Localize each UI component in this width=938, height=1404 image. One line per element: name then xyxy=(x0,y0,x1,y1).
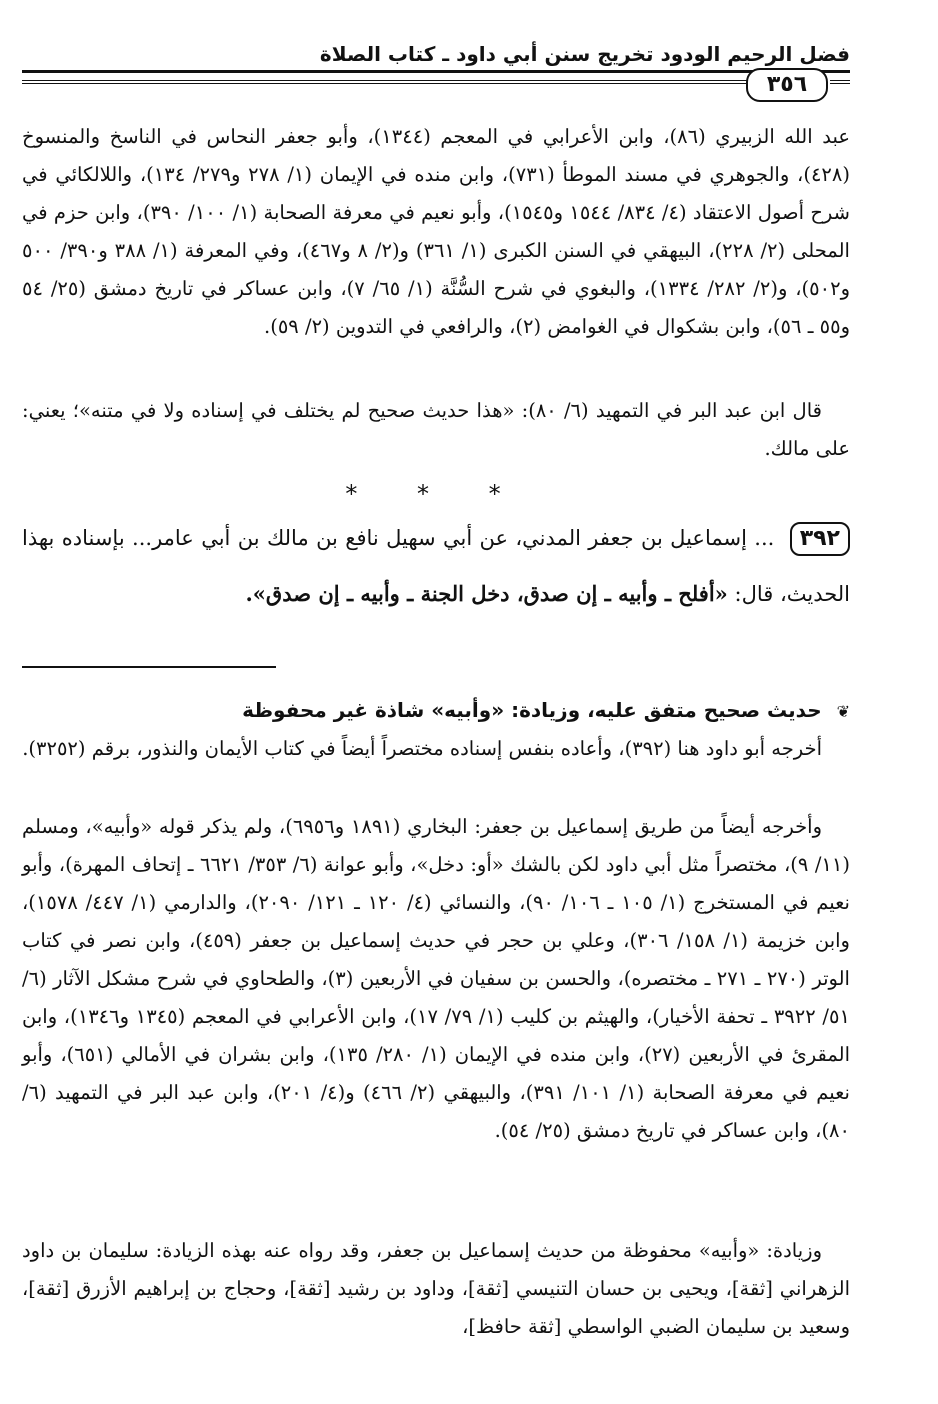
footnote-separator xyxy=(22,666,276,668)
hadith-grading xyxy=(22,694,850,728)
hadith-isnad: ... إسماعيل بن جعفر المدني، عن أبي سهيل نافع بن مالك بن أبي عامر... بإسناده بهذا الحديث، قال: xyxy=(22,526,850,606)
book-page xyxy=(22,0,850,1404)
sources-paragraph: عبد الله الزبيري (٨٦)، وابن الأعرابي في المعجم (١٣٤٤)، وأبو جعفر النحاس في الناسخ والمنسوخ (٤٢٨)، والجوهري في مسند الموطأ (٧٣١)، وابن منده في الإيمان (١/ ٢٧٨ و٢٧٩/ ١٣٤)، واللالكائي في شرح أصول الاعتقاد (٤/ ٨٣٤/ ١٥٤٤ و١٥٤٥)، وأبو نعيم في معرفة الصحابة (١/ ١٠٠/ ٣٩٠)، وابن حزم في المحلى (٢/ ٢٢٨)، البيهقي في السنن الكبرى (١/ ٣٦١) و(٢/ ٨ و٤٦٧)، وفي المعرفة (١/ ٣٨٨ و٣٩٠/ ٥٠٠ و٥٠٢)، و(٢/ ٢٨٢/ ١٣٣٤)، والبغوي في شرح السُّنَّة (١/ ٦٥/ ٧)، وابن عساكر في تاريخ دمشق (٢٥/ ٥٤ و٥٥ ـ ٥٦)، وابن بشكوال في الغوامض (٢)، والرافعي في التدوين (٢/ ٥٩). xyxy=(22,125,851,338)
takhrij-paragraph-2: وأخرجه أيضاً من طريق إسماعيل بن جعفر: البخاري (١٨٩١ و٦٩٥٦)، ولم يذكر قوله «وأبيه»، ومسلم (١١/ ٩)، مختصراً مثل أبي داود لكن بالشك «أو: دخل»، وأبو عوانة (٦/ ٣٥٣/ ٦٦٢١ ـ إتحاف المهرة)، وأبو نعيم في المستخرج (١/ ١٠٥ ـ ١٠٦/ ٩٠)، والنسائي (٤/ ١٢٠ ـ ١٢١/ ٢٠٩٠)، والدارمي (١/ ٤٤٧/ ١٥٧٨)، وابن خزيمة (١/ ١٥٨/ ٣٠٦)، وعلي بن حجر في حديث إسماعيل بن جعفر (٤٥٩)، وابن نصر في كتاب الوتر (٢٧٠ ـ ٢٧١ ـ مختصره)، والحسن بن سفيان في الأربعين (٣)، والطحاوي في شرح مشكل الآثار (٦/ ٥١/ ٣٩٢٢ ـ تحفة الأخيار)، والهيثم بن كليب (١/ ٧٩/ ١٧)، وابن الأعرابي في المعجم (١٣٤٥ و١٣٤٦)، وابن المقرئ في الأربعين (٢٧)، وابن منده في الإيمان (١/ ٢٨٠/ ١٣٥)، وابن بشران في الأمالي (٦٥١)، وأبو نعيم في معرفة الصحابة (١/ ١٠١/ ٣٩١)، والبيهقي (٢/ ٤٦٦) و(٤/ ٢٠١)، وابن عبد البر في التمهيد (٦/ ٨٠)، وابن عساكر في تاريخ دمشق (٢٥/ ٥٤). xyxy=(22,815,850,1142)
takhrij-paragraph-1: أخرجه أبو داود هنا (٣٩٢)، وأعاده بنفس إسناده مختصراً أيضاً في كتاب الأيمان والنذور، برقم (٣٢٥٢). xyxy=(22,737,822,760)
page-number-row xyxy=(22,66,850,98)
hadith-number: ٣٩٢ xyxy=(790,522,850,556)
hadith-text xyxy=(22,510,850,622)
ibn-abd-al-barr-quote: قال ابن عبد البر في التمهيد (٦/ ٨٠): «هذا حديث صحيح لم يختلف في إسناده ولا في متنه»؛ يعني: على مالك. xyxy=(22,399,850,460)
running-header: فضل الرحيم الودود تخريج سنن أبي داود ـ كتاب الصلاة xyxy=(319,42,850,66)
page-number-rule-left xyxy=(22,80,766,84)
section-separator-stars: * * * xyxy=(345,480,527,508)
takhrij-paragraph-3: وزيادة: «وأبيه» محفوظة من حديث إسماعيل بن جعفر، وقد رواه عنه بهذه الزيادة: سليمان بن داود الزهراني [ثقة]، ويحيى بن حسان التنيسي [ثقة]، وداود بن رشيد [ثقة]، وحجاج بن إبراهيم الأزرق [ثقة]، وسعيد بن سليمان الضبي الواسطي [ثقة حافظ]، xyxy=(22,1239,850,1338)
page-number: ٣٥٦ xyxy=(746,68,828,102)
book-icon: ❦ xyxy=(836,702,850,721)
hadith-matn: «أفلح ـ وأبيه ـ إن صدق، دخل الجنة ـ وأبيه ـ إن صدق». xyxy=(245,581,728,606)
grading-text: حديث صحيح متفق عليه، وزيادة: «وأبيه» شاذة غير محفوظة xyxy=(242,698,822,722)
page-number-rule-right xyxy=(830,80,850,84)
